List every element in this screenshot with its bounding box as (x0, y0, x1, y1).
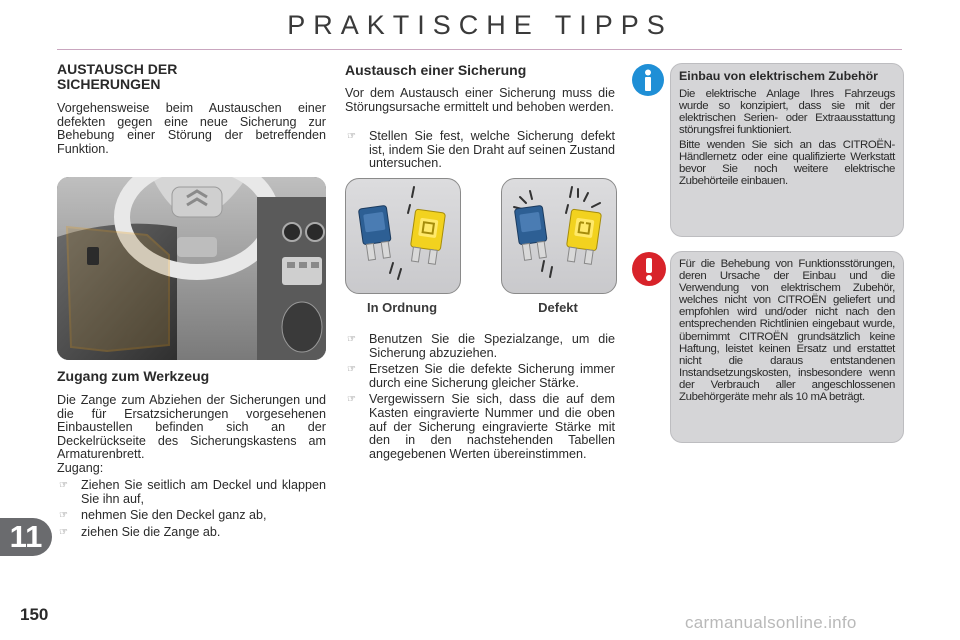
list-item: ☞ Benutzen Sie die Spezialzange, um die Sicherung abzuziehen. (347, 332, 615, 360)
replace-fuse-intro: Vor dem Austausch einer Sicherung muss die Störungsursache ermittelt und behoben werden. (345, 86, 615, 114)
info-box-paragraph-2: Bitte wenden Sie sich an das CITROËN-Händlernetz oder eine qualifizierte Werkstatt bevor Sie noch weitere elektrische Zubehörteile einbauen. (679, 139, 895, 188)
tool-access-lead: Zugang: (57, 461, 104, 475)
fuse-ok-illustration (345, 178, 461, 294)
intro-paragraph: Vorgehensweise beim Austauschen einer defekten gegen eine neue Sicherung zur Behebung einer Störung der betreffenden Funktion. (57, 101, 326, 156)
bullet-finger-icon: ☞ (347, 394, 356, 406)
dashboard-illustration (57, 177, 326, 360)
dashboard-photo (57, 177, 326, 360)
warning-icon (632, 252, 666, 286)
list-item: ☞ nehmen Sie den Deckel ganz ab, (59, 508, 267, 523)
fuse-ok-svg (346, 179, 460, 293)
fuse-ok-label: In Ordnung (366, 300, 438, 315)
list-item: ☞ Vergewissern Sie sich, dass die auf dem Kasten eingravierte Nummer und die oben auf der Sicherung eingravierte Stärke mit den in den nachstehenden Tabellen angegebenen Werten übereinstimmen. (347, 392, 615, 461)
fuse-defect-label: Defekt (538, 300, 578, 315)
fuse-defect-svg (502, 179, 616, 293)
page-number: 150 (20, 605, 49, 624)
page-header-title: PRAKTISCHE TIPPS (287, 10, 673, 40)
list-item: ☞ ziehen Sie die Zange ab. (59, 524, 221, 539)
bullet-finger-icon: ☞ (59, 526, 68, 538)
warning-box (670, 251, 904, 443)
replace-fuse-first-step (345, 130, 615, 174)
list-item: ☞ Ziehen Sie seitlich am Deckel und klappen Sie ihn auf, (59, 478, 326, 506)
replace-fuse-steps (345, 333, 615, 464)
info-icon (632, 64, 664, 96)
bullet-finger-icon: ☞ (347, 364, 356, 376)
section-heading-line2: SICHERUNGEN (57, 76, 161, 92)
fuse-defect-illustration (501, 178, 617, 294)
warning-box-text: Für die Behebung von Funktionsstörungen, deren Ursache der Einbau und die Verwendung von elektrischem Zubehör, welches nicht von CITROËN geliefert und empfohlen wird und/oder nicht nach den entsprechenden Richtlinien eingebaut wurde, übernimmt CITROËN grundsätzlich keine Haftung, leistet keinen Ersatz und erstattet nicht die daraus entstandenen Instandsetzungskosten, insbesondere wenn der Verbrauch aller angeschlossenen Zubehörgeräte mehr als 10 mA beträgt. (679, 258, 895, 404)
section-heading-fuses (57, 62, 327, 92)
tool-access-paragraph: Die Zange zum Abziehen der Sicherungen und die für Ersatzsicherungen vorgesehenen Einbaustellen befinden sich an der Deckelrückseite des Sicherungskastens am Armaturenbrett. (57, 393, 326, 462)
replace-fuse-heading: Austausch einer Sicherung (345, 62, 527, 78)
header-rule (57, 49, 902, 50)
section-heading-line1: AUSTAUSCH DER (57, 61, 178, 77)
list-item: ☞ Ersetzen Sie die defekte Sicherung immer durch eine Sicherung gleicher Stärke. (347, 362, 615, 390)
chapter-tab: 11 (0, 518, 52, 556)
tool-access-steps (57, 479, 326, 542)
bullet-finger-icon: ☞ (347, 131, 356, 142)
info-box-paragraph-1: Die elektrische Anlage Ihres Fahrzeugs wurde so konzipiert, dass sie mit der elektrischen Serien- oder Extraausstattung störungsfrei funktioniert. (679, 87, 895, 137)
bullet-finger-icon: ☞ (59, 480, 68, 491)
bullet-finger-icon: ☞ (59, 510, 68, 522)
watermark: carmanualsonline.info (685, 613, 857, 632)
info-box (670, 63, 904, 237)
bullet-finger-icon: ☞ (347, 334, 356, 345)
info-box-title: Einbau von elektrischem Zubehör (679, 69, 878, 83)
tool-access-heading: Zugang zum Werkzeug (57, 368, 210, 384)
list-item: ☞ Stellen Sie fest, welche Sicherung defekt ist, indem Sie den Draht auf seinen Zustand untersuchen. (347, 129, 615, 171)
